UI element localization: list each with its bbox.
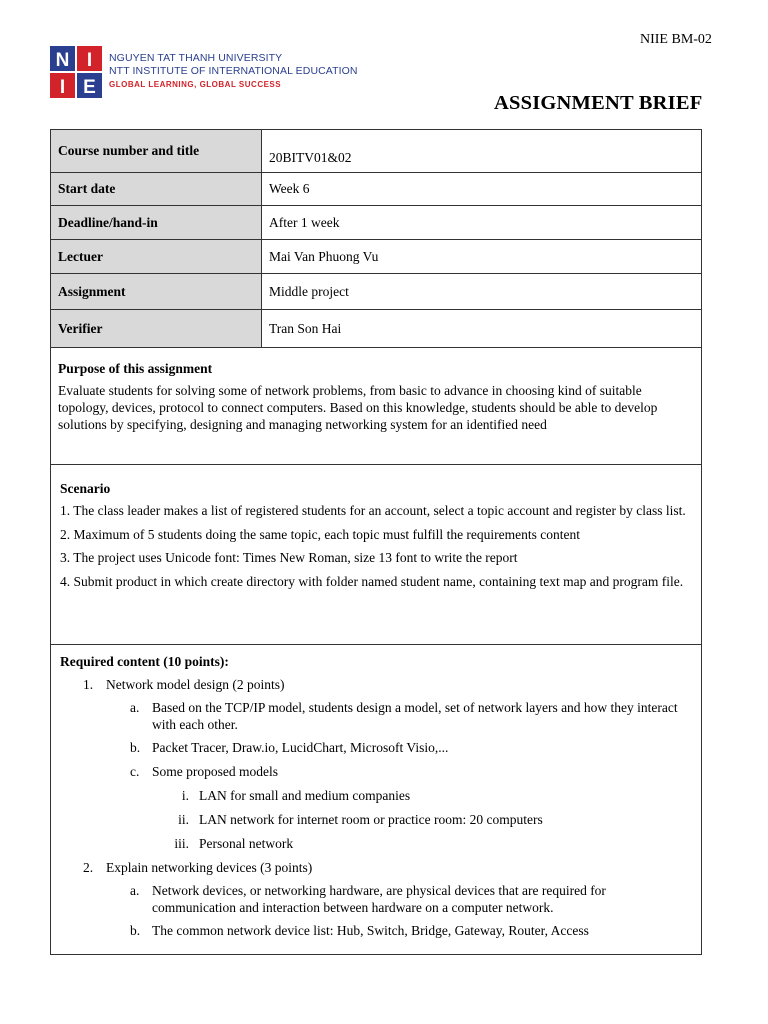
subitem-text: Some proposed models xyxy=(152,763,278,779)
purpose-title: Purpose of this assignment xyxy=(58,361,213,376)
info-value: Week 6 xyxy=(269,181,310,196)
logo-letter-n: N xyxy=(55,50,70,71)
info-label: Course number and title xyxy=(51,130,262,172)
required-subitem xyxy=(60,883,692,916)
info-value: Middle project xyxy=(269,283,349,299)
scenario-item: 1. The class leader makes a list of registered students for an account, select a topic account and register by class list. xyxy=(60,503,686,518)
required-subitem xyxy=(60,923,692,940)
subitem-letter: c. xyxy=(130,763,140,779)
info-value: Mai Van Phuong Vu xyxy=(269,248,379,264)
subitem-letter: a. xyxy=(130,883,140,898)
required-subsubitem xyxy=(60,787,692,804)
item-text: Network model design (2 points) xyxy=(106,677,285,692)
subsubitem-text: LAN for small and medium companies xyxy=(199,788,411,803)
required-item xyxy=(60,676,692,693)
required-subsubitem xyxy=(60,811,692,828)
info-row-deadline xyxy=(51,206,701,240)
roman-numeral: iii. xyxy=(174,836,189,851)
roman-numeral: i. xyxy=(181,788,189,803)
required-subitem xyxy=(60,740,692,757)
info-row-course xyxy=(51,130,701,173)
info-label: Assignment xyxy=(51,274,262,309)
scenario-item: 3. The project uses Unicode font: Times New Roman, size 13 font to write the report xyxy=(60,550,518,565)
info-value: 20BITV01&02 xyxy=(269,150,352,165)
info-row-lecturer xyxy=(51,240,701,274)
required-item xyxy=(60,859,692,876)
subitem-letter: b. xyxy=(130,923,141,938)
required-title: Required content (10 points): xyxy=(60,654,229,669)
page-title: ASSIGNMENT BRIEF xyxy=(494,92,703,114)
item-number: 1. xyxy=(83,677,94,692)
scenario-section xyxy=(51,465,701,645)
info-value: After 1 week xyxy=(269,214,340,230)
subitem-text: Based on the TCP/IP model, students design a model, set of network layers and how they interact with each other. xyxy=(152,700,678,732)
institute-name: NTT INSTITUTE OF INTERNATIONAL EDUCATION xyxy=(109,65,358,77)
scenario-title: Scenario xyxy=(60,481,111,496)
slogan: GLOBAL LEARNING, GLOBAL SUCCESS xyxy=(109,80,282,89)
roman-numeral: ii. xyxy=(178,812,189,827)
assignment-table xyxy=(50,129,702,955)
info-label: Start date xyxy=(51,173,262,205)
item-number: 2. xyxy=(83,860,94,875)
subitem-text: The common network device list: Hub, Switch, Bridge, Gateway, Router, Access xyxy=(152,923,589,938)
subsubitem-text: LAN network for internet room or practice room: 20 computers xyxy=(199,812,543,827)
university-block xyxy=(109,52,358,78)
item-text: Explain networking devices (3 points) xyxy=(106,860,313,875)
logo-letter-i2: I xyxy=(59,77,66,98)
required-subitem xyxy=(60,764,692,781)
purpose-section xyxy=(51,348,701,465)
purpose-text: Evaluate students for solving some of network problems, from basic to advance in choosing kind of suitable topology, devices, protocol to connect computers. Based on this knowledge, students should be able to develop solutions by specifying, designing and managing networking system for an identified need xyxy=(58,383,658,432)
subitem-letter: a. xyxy=(130,700,140,715)
subsubitem-text: Personal network xyxy=(199,836,294,851)
required-section xyxy=(51,645,701,954)
university-name: NGUYEN TAT THANH UNIVERSITY xyxy=(109,52,283,64)
scenario-item: 4. Submit product in which create directory with folder named student name, containing text map and program file. xyxy=(60,573,684,589)
required-subsubitem xyxy=(60,835,692,852)
info-value: Tran Son Hai xyxy=(269,320,342,336)
info-row-start-date xyxy=(51,173,701,206)
niie-logo-icon xyxy=(48,44,104,100)
required-subitem xyxy=(60,700,692,733)
logo-letter-e: E xyxy=(83,77,96,98)
form-code: NIIE BM-02 xyxy=(640,32,712,47)
subitem-text: Network devices, or networking hardware, are physical devices that are required for communication and interaction between hardware on a computer network. xyxy=(152,883,606,915)
scenario-item: 2. Maximum of 5 students doing the same topic, each topic must fulfill the requirements content xyxy=(60,526,581,542)
subitem-letter: b. xyxy=(130,740,141,755)
info-label: Verifier xyxy=(51,310,262,347)
info-row-verifier xyxy=(51,310,701,348)
info-row-assignment xyxy=(51,274,701,310)
logo-letter-i1: I xyxy=(86,50,93,71)
info-label: Deadline/hand-in xyxy=(51,206,262,239)
subitem-text: Packet Tracer, Draw.io, LucidChart, Microsoft Visio,... xyxy=(152,740,449,755)
info-label: Lectuer xyxy=(51,240,262,273)
